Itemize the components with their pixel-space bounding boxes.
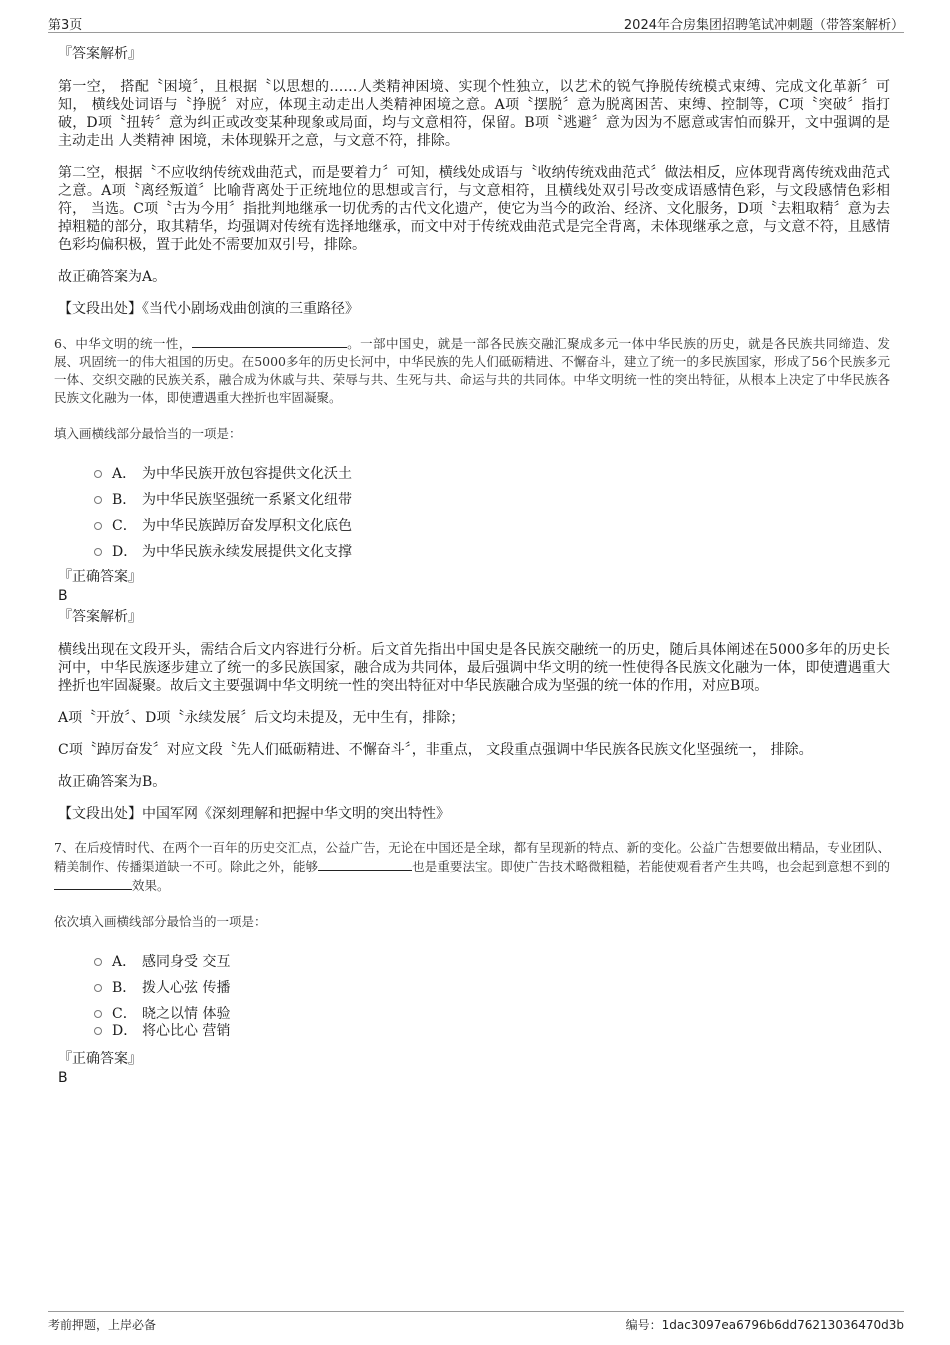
fill-blank (318, 857, 412, 871)
source-citation: 【文段出处】《当代小剧场戏曲创演的三重路径》 (58, 301, 359, 317)
answer-label: 『正确答案』 (58, 1051, 142, 1067)
page-header (48, 12, 904, 33)
document-id: 编号：1dac3097ea6796b6dd76213036470d3b (625, 1318, 904, 1332)
question-7-answer (58, 1049, 890, 1087)
option-d[interactable]: D． 为中华民族永续发展提供文化支撑 (54, 539, 890, 565)
radio-icon[interactable] (94, 984, 102, 992)
radio-icon[interactable] (94, 958, 102, 966)
analysis-paragraph: 横线出现在文段开头，需结合后文内容进行分析。后文首先指出中国史是各民族交融统一的历史，随后具体阐述在5000多年的历史长河中，中华民族逐步建立了统一的多民族国家，融合成为共同体，最后强调中华文明的统一性使得各民族文化融为一体，即使遭遇重大挫折也牢固凝聚。故后文主要强调中华文明统一性的突出特征对中华民族融合成为坚强的统一体的作用，对应B项。 (58, 642, 890, 694)
question-stem: 6、中华文明的统一性， 。一部中国史，就是一部各民族交融汇聚成多元一体中华民族的历史，就是各民族共同缔造、发展、巩固统一的伟大祖国的历史。在5000多年的历史长河中，中华民族的先人们砥砺精进、不懈奋斗，建立了统一的多民族国家，形成了56个民族多元一体、交织交融的民族关系，融合成为休戚与共、荣辱与共、生死与共、命运与共的共同体。中华文明统一性的突出特征，从根本上决定了中华民族各民族文化融为一体，即使遭遇重大挫折也牢固凝聚。 (54, 336, 890, 405)
analysis-paragraph: C项〝踔厉奋发〞对应文段〝先人们砥砺精进、不懈奋斗〞，非重点， 文段重点强调中华民族各民族文化坚强统一， 排除。 (58, 742, 813, 758)
radio-icon[interactable] (94, 1010, 102, 1018)
option-d[interactable]: D． 将心比心 营销 (54, 1021, 890, 1043)
analysis-paragraph: A项〝开放〞、D项〝永续发展〞后文均未提及，无中生有，排除； (58, 710, 465, 726)
analysis-label: 『答案解析』 (58, 46, 142, 62)
analysis-paragraph: 第二空，根据〝不应收纳传统戏曲范式，而是要着力〞可知，横线处成语与〝收纳传统戏曲范式〞做法相反，应体现背离传统戏曲范式之意。A项〝离经叛道〞比喻背离处于正统地位的思想或言行，与文意相符，且横线处双引号改变成语感情色彩，与文段感情色彩相符， 当选。C项〝古为今用〞指批判地继承一切优秀的古代文化遗产，使它为当今的政治、经济、文化服务，D项〝去粗取精〞意为去掉粗糙的部分，取其精华，均强调对传统有选择地继承，而文中对于传统戏曲范式是完全背离，未体现继承之意，与文意不符，且感情色彩均偏积极，置于此处不需要加双引号，排除。 (58, 165, 890, 253)
option-c[interactable]: C． 为中华民族踔厉奋发厚积文化底色 (54, 513, 890, 539)
correct-answer: B (58, 1070, 68, 1086)
question-6-answer (58, 567, 890, 823)
question-number: 6、 (54, 336, 76, 351)
fill-blank (54, 876, 132, 890)
question-7 (54, 839, 890, 1043)
footer-slogan: 考前押题，上岸必备 (48, 1318, 157, 1332)
analysis-paragraph: 第一空， 搭配〝困境〞，且根据〝以思想的……人类精神困境、实现个性独立，以艺术的锐气挣脱传统模式束缚、完成文化革新〞可知， 横线处词语与〝挣脱〞对应，体现主动走出人类精神困境之意。A项〝摆脱〞意为脱离困苦、束缚、控制等，C项〝突破〞指打破，D项〝扭转〞意为纠正或改变某种现象或局面，均与文意相符，保留。B项〝逃避〞意为因为不愿意或害怕而躲开，文中强调的是主动走出 人类精神 困境，未体现躲开之意，与文意不符，排除。 (58, 79, 890, 149)
page-content (54, 44, 890, 1087)
question-5-analysis (58, 44, 890, 318)
question-stem: 7、在后疫情时代、在两个一百年的历史交汇点，公益广告，无论在中国还是全球，都有呈现新的特点、新的变化。公益广告想要做出精品，专业团队、精美制作、传播渠道缺一不可。除此之外，能够 也是重要法宝。即使广告技术略微粗糙，若能使观看者产生共鸣，也会起到意想不到的效果。 (54, 840, 890, 893)
option-c[interactable]: C． 晓之以情 体验 (54, 1001, 890, 1021)
radio-icon[interactable] (94, 496, 102, 504)
analysis-label: 『答案解析』 (58, 609, 142, 625)
radio-icon[interactable] (94, 548, 102, 556)
answer-label: 『正确答案』 (58, 569, 142, 585)
option-b[interactable]: B． 拨人心弦 传播 (54, 975, 890, 1001)
radio-icon[interactable] (94, 1027, 102, 1035)
question-prompt: 依次填入画横线部分最恰当的一项是： (54, 914, 267, 929)
page-number: 第3页 (48, 18, 83, 33)
option-a[interactable]: A． 为中华民族开放包容提供文化沃土 (54, 461, 890, 487)
page-footer (48, 1311, 904, 1332)
option-b[interactable]: B． 为中华民族坚强统一系紧文化纽带 (54, 487, 890, 513)
options-list (54, 949, 890, 1043)
radio-icon[interactable] (94, 470, 102, 478)
fill-blank (192, 334, 347, 348)
analysis-conclusion: 故正确答案为B。 (58, 774, 167, 790)
source-citation: 【文段出处】中国军网《深刻理解和把握中华文明的突出特性》 (58, 806, 450, 822)
options-list (54, 461, 890, 565)
document-title: 2024年合房集团招聘笔试冲刺题（带答案解析） (623, 18, 904, 33)
analysis-conclusion: 故正确答案为A。 (58, 269, 167, 285)
option-a[interactable]: A． 感同身受 交互 (54, 949, 890, 975)
correct-answer: B (58, 588, 68, 604)
question-6 (54, 334, 890, 565)
radio-icon[interactable] (94, 522, 102, 530)
question-prompt: 填入画横线部分最恰当的一项是： (54, 426, 242, 441)
question-number: 7、 (54, 840, 75, 855)
